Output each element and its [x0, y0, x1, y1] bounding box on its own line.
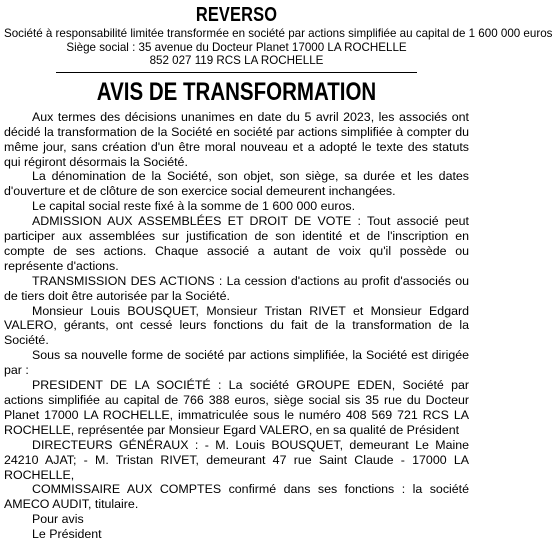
registration-line: 852 027 119 RCS LA ROCHELLE — [149, 54, 324, 68]
paragraph-former-managers: Monsieur Louis BOUSQUET, Monsieur Tristan RIVET et Monsieur Edgard VALERO, gérants, ont cessé leurs fonctions du fait de la transformation de la Société. — [4, 303, 469, 348]
closing-line: Pour avis — [32, 512, 84, 527]
paragraph-general-directors: DIRECTEURS GÉNÉRAUX : - M. Louis BOUSQUET, demeurant Le Maine 24210 AJAT; - M. Tristan RIVET, demeurant 47 rue Saint Claude - 17000 LA ROCHELLE, — [4, 437, 469, 482]
notice-body — [4, 110, 469, 512]
paragraph-capital: Le capital social reste fixé à la somme de 1 600 000 euros. — [32, 199, 356, 214]
paragraph-auditor: COMMISSAIRE AUX COMPTES confirmé dans ses fonctions : la société AMECO AUDIT, titulaire. — [4, 482, 469, 512]
paragraph-decision: Aux termes des décisions unanimes en date du 5 avril 2023, les associés ont décidé la transformation de la Société en société par actions simplifiée à compter du même jour, sans création d'un être moral nouveau et a adopté le texte des statuts qui régiront désormais la Société. — [4, 109, 469, 169]
signatory: Le Président — [32, 527, 102, 542]
registered-office-line: Siège social : 35 avenue du Docteur Planet 17000 LA ROCHELLE — [66, 40, 407, 54]
company-name: REVERSO — [195, 4, 278, 26]
notice-title: AVIS DE TRANSFORMATION — [96, 77, 377, 106]
paragraph-denomination: La dénomination de la Société, son objet, son siège, sa durée et les dates d'ouverture et de clôture de son exercice social demeurent inchangées. — [4, 169, 469, 199]
paragraph-new-direction: Sous sa nouvelle forme de société par actions simplifiée, la Société est dirigée par : — [4, 348, 469, 378]
company-details — [4, 27, 552, 68]
divider — [56, 72, 417, 73]
paragraph-share-transfer: TRANSMISSION DES ACTIONS : La cession d'actions au profit d'associés ou de tiers doit être autorisée par la Société. — [4, 273, 469, 303]
signature-block — [4, 512, 469, 542]
paragraph-assemblies: ADMISSION AUX ASSEMBLÉES ET DROIT DE VOTE : Tout associé peut participer aux assemblées sur justification de son identité et de l'inscription en compte de ses actions. Chaque associé a autant de voix qu'il possède ou représente d'actions. — [4, 214, 469, 273]
paragraph-president: PRESIDENT DE LA SOCIÉTÉ : La société GROUPE EDEN, Société par actions simplifiée au capital de 766 388 euros, siège social sis 35 rue du Docteur Planet 17000 LA ROCHELLE, immatriculée sous le numéro 408 569 721 RCS LA ROCHELLE, représentée par Monsieur Egard VALERO, en sa qualité de Président — [4, 378, 469, 437]
legal-form-line: Société à responsabilité limitée transformée en société par actions simplifiée au capital de 1 600 000 euros — [4, 27, 552, 40]
